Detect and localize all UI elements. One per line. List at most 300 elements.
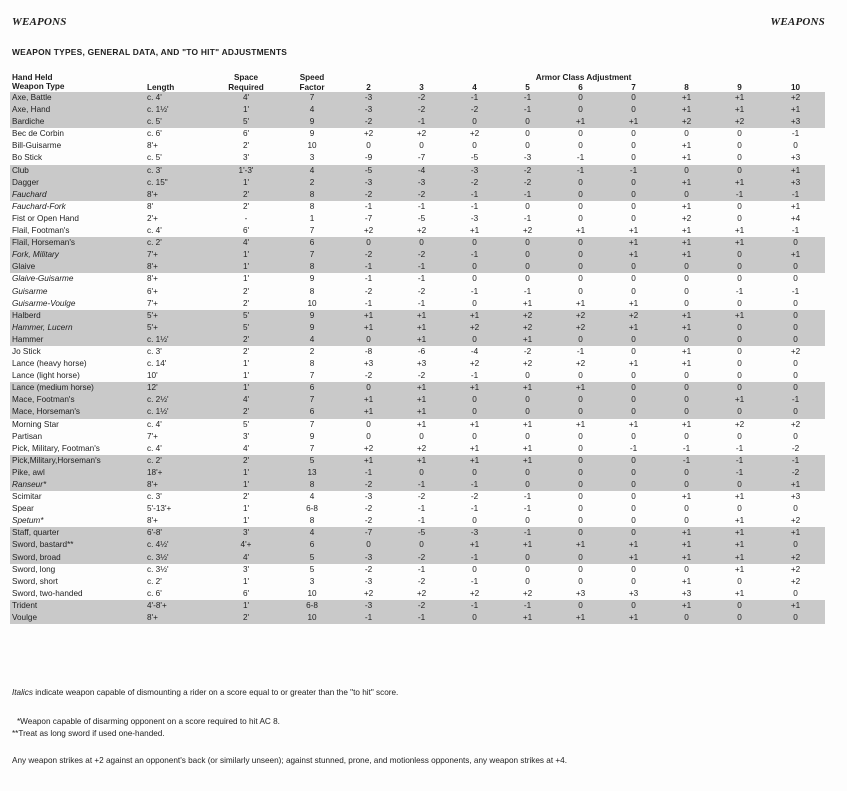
ac-adjustment: 0 (501, 552, 554, 564)
weapon-length: c. 2' (145, 237, 210, 249)
ac-adjustment: 0 (737, 346, 742, 356)
weapon-name: Ranseur* (10, 479, 145, 491)
ac-adjustment: 0 (631, 564, 636, 574)
ac-adjustment: +1 (766, 527, 825, 539)
ac-adjustment: -2 (395, 104, 448, 116)
ac-adjustment: -4 (470, 346, 479, 356)
ac-adjustment: 0 (631, 576, 636, 586)
table-row (10, 394, 825, 406)
table-row (10, 431, 825, 443)
ac-adjustment: 0 (660, 165, 713, 177)
ac-adjustment: +1 (607, 322, 660, 334)
running-header-left: WEAPONS (12, 16, 67, 28)
speed-factor: 2 (309, 346, 315, 356)
ac-adjustment: 0 (448, 334, 501, 346)
space-required: 1' (210, 600, 282, 612)
weapon-name: Fauchard-Fork (12, 201, 66, 211)
ac-adjustment: +1 (713, 310, 766, 322)
weapon-length: 6'+ (147, 286, 158, 296)
weapon-name: Scimitar (12, 492, 42, 502)
ac-adjustment: 0 (660, 382, 713, 394)
ac-adjustment: +1 (628, 298, 639, 308)
ac-adjustment: 0 (448, 394, 501, 406)
ac-adjustment: 0 (554, 261, 607, 273)
speed-factor: 6 (282, 237, 342, 249)
ac-adjustment: +1 (469, 419, 480, 429)
ac-adjustment: -1 (417, 201, 426, 211)
ac-adjustment: 0 (342, 237, 395, 249)
ac-adjustment: 0 (684, 564, 689, 574)
space-required: 1' (242, 359, 250, 369)
table-row (10, 588, 825, 600)
table-row (10, 455, 825, 467)
ac-adjustment: +1 (395, 334, 448, 346)
space-required: 3' (242, 431, 250, 441)
ac-adjustment: 0 (713, 382, 766, 394)
speed-factor: 4 (282, 334, 342, 346)
ac-adjustment: 0 (713, 612, 766, 624)
ac-adjustment: +3 (790, 153, 801, 163)
ac-adjustment: 0 (607, 394, 660, 406)
ac-adjustment: 0 (578, 431, 583, 441)
header-hand-held: Hand Held (12, 73, 53, 82)
space-required: 2' (210, 189, 282, 201)
ac-adjustment: 0 (448, 261, 501, 273)
header-speed: Speed (299, 73, 325, 82)
ac-adjustment: 0 (660, 261, 713, 273)
weapon-name: Lance (heavy horse) (12, 359, 87, 369)
speed-factor: 6 (282, 539, 342, 551)
weapon-length: 8'+ (147, 516, 158, 526)
ac-adjustment: -2 (417, 371, 426, 381)
weapon-name: Mace, Footman's (10, 394, 145, 406)
table-row (10, 552, 825, 564)
ac-adjustment: +1 (395, 455, 448, 467)
ac-adjustment: -2 (364, 371, 373, 381)
speed-factor: 13 (282, 467, 342, 479)
ac-adjustment: -3 (523, 153, 532, 163)
ac-adjustment: -1 (470, 504, 479, 514)
ac-adjustment: 0 (766, 539, 825, 551)
weapon-name: Spear (12, 504, 34, 514)
ac-adjustment: 0 (578, 492, 583, 502)
ac-adjustment: +1 (660, 177, 713, 189)
ac-adjustment: 0 (766, 310, 825, 322)
ac-adjustment: +1 (416, 419, 427, 429)
ac-adjustment: -3 (395, 177, 448, 189)
speed-factor: 5 (282, 552, 342, 564)
ac-adjustment: -2 (364, 504, 373, 514)
ac-adjustment: +2 (448, 322, 501, 334)
table-row (10, 165, 825, 177)
table-row (10, 467, 825, 479)
space-required: 3' (210, 527, 282, 539)
ac-adjustment: 0 (631, 492, 636, 502)
ac-adjustment: -2 (364, 286, 373, 296)
ac-adjustment: +1 (501, 455, 554, 467)
ac-adjustment: 0 (631, 141, 636, 151)
weapon-length: c. 5' (145, 116, 210, 128)
speed-factor: 10 (282, 612, 342, 624)
weapon-name: Bill-Guisarme (12, 141, 62, 151)
speed-factor: 8 (282, 479, 342, 491)
space-required: 5' (210, 322, 282, 334)
ac-adjustment: 0 (660, 467, 713, 479)
ac-adjustment: -6 (417, 346, 426, 356)
ac-adjustment: +1 (660, 552, 713, 564)
ac-adjustment: +1 (713, 552, 766, 564)
weapon-name: Fork, Military (10, 249, 145, 261)
ac-adjustment: +1 (448, 539, 501, 551)
ac-adjustment: -1 (448, 189, 501, 201)
ac-adjustment: -2 (342, 189, 395, 201)
weapon-length: c. 1½' (145, 104, 210, 116)
ac-adjustment: 0 (578, 286, 583, 296)
space-required: 1' (210, 261, 282, 273)
speed-factor: 8 (282, 261, 342, 273)
speed-factor: 8 (309, 201, 315, 211)
ac-adjustment: -1 (766, 455, 825, 467)
ac-adjustment: +1 (734, 564, 745, 574)
table-row (10, 213, 825, 225)
ac-adjustment: -1 (576, 153, 585, 163)
ac-adjustment: -1 (470, 371, 479, 381)
ac-adjustment: 0 (395, 467, 448, 479)
weapon-name: Halberd (10, 310, 145, 322)
space-required: 2' (242, 201, 250, 211)
weapon-name: Mace, Horseman's (10, 406, 145, 418)
ac-adjustment: 0 (366, 141, 371, 151)
ac-adjustment: -1 (364, 298, 373, 308)
ac-adjustment: -1 (501, 104, 554, 116)
speed-factor: 9 (309, 129, 315, 139)
ac-adjustment: -9 (364, 153, 373, 163)
ac-adjustment: -2 (766, 467, 825, 479)
ac-adjustment: -1 (629, 443, 638, 453)
table-title: WEAPON TYPES, GENERAL DATA, AND "TO HIT" ADJUSTMENTS (12, 47, 288, 57)
ac-adjustment: +1 (660, 310, 713, 322)
ac-adjustment: -2 (364, 564, 373, 574)
weapon-name: Pike, awl (10, 467, 145, 479)
ac-adjustment: 0 (766, 406, 825, 418)
ac-adjustment: -2 (395, 189, 448, 201)
ac-adjustment: -2 (501, 165, 554, 177)
ac-adjustment: +2 (607, 310, 660, 322)
ac-adjustment: 0 (631, 201, 636, 211)
weapon-name: Bardiche (10, 116, 145, 128)
ac-adjustment: 0 (660, 189, 713, 201)
ac-adjustment: +2 (554, 310, 607, 322)
speed-factor: 7 (282, 249, 342, 261)
ac-adjustment: -2 (342, 249, 395, 261)
header-factor: Factor (299, 83, 325, 92)
ac-adjustment: +2 (363, 588, 374, 598)
weapon-length: c. 4½' (145, 539, 210, 551)
ac-adjustment: 0 (501, 261, 554, 273)
space-required: 1' (210, 177, 282, 189)
ac-adjustment: +1 (575, 298, 586, 308)
ac-adjustment: 0 (631, 346, 636, 356)
ac-adjustment: 0 (607, 92, 660, 104)
ac-adjustment: 0 (793, 504, 798, 514)
ac-adjustment: -1 (395, 612, 448, 624)
ac-adjustment: 0 (766, 612, 825, 624)
ac-adjustment: -1 (417, 516, 426, 526)
ac-adjustment: +1 (790, 201, 801, 211)
ac-adjustment: 0 (684, 286, 689, 296)
table-row (10, 564, 825, 576)
ac-adjustment: +3 (363, 359, 374, 369)
speed-factor: 9 (309, 431, 315, 441)
ac-adjustment: 0 (448, 612, 501, 624)
ac-adjustment: 0 (525, 141, 530, 151)
weapon-length: 7'+ (147, 298, 158, 308)
ac-adjustment: +2 (469, 359, 480, 369)
ac-adjustment: +1 (713, 177, 766, 189)
space-required: 4'+ (210, 539, 282, 551)
ac-adjustment: 0 (793, 274, 798, 284)
ac-adjustment: -1 (607, 165, 660, 177)
ac-adjustment: -1 (766, 394, 825, 406)
space-required: 2' (210, 334, 282, 346)
space-required: 3' (242, 564, 250, 574)
ac-adjustment: -3 (342, 552, 395, 564)
ac-adjustment: -1 (470, 576, 479, 586)
ac-adjustment: 0 (501, 467, 554, 479)
speed-factor: 1 (309, 213, 315, 223)
ac-adjustment: -1 (791, 129, 800, 139)
speed-factor: 7 (309, 226, 315, 236)
ac-adjustment: 0 (793, 371, 798, 381)
ac-adjustment: +1 (575, 419, 586, 429)
ac-adjustment: +1 (766, 600, 825, 612)
space-required: 1' (242, 371, 250, 381)
ac-adjustment: 0 (554, 455, 607, 467)
space-required: 2' (210, 455, 282, 467)
weapon-length: 10' (147, 371, 158, 381)
table-row (10, 201, 825, 213)
ac-adjustment: +2 (416, 129, 427, 139)
ac-adjustment: 0 (793, 298, 798, 308)
table-row (10, 152, 825, 164)
ac-adjustment: -1 (448, 552, 501, 564)
ac-adjustment: 0 (501, 237, 554, 249)
ac-adjustment: +1 (713, 539, 766, 551)
ac-adjustment: 0 (578, 274, 583, 284)
weapon-length: c. 5' (147, 153, 162, 163)
ac-adjustment: 0 (472, 274, 477, 284)
ac-adjustment: 0 (525, 201, 530, 211)
ac-adjustment: +3 (416, 359, 427, 369)
weapon-name: Sword, long (12, 564, 56, 574)
space-required: 3' (242, 153, 250, 163)
ac-adjustment: 0 (578, 201, 583, 211)
table-row (10, 515, 825, 527)
ac-adjustment: +3 (766, 177, 825, 189)
header-ac-2: 2 (366, 83, 371, 92)
space-required: 5' (210, 116, 282, 128)
ac-adjustment: 0 (554, 237, 607, 249)
ac-adjustment: 0 (737, 141, 742, 151)
header-armor-class-adjustment: Armor Class Adjustment (535, 73, 632, 82)
ac-adjustment: 0 (554, 479, 607, 491)
ac-adjustment: +2 (363, 129, 374, 139)
ac-adjustment: -2 (470, 492, 479, 502)
weapon-name: Club (10, 165, 145, 177)
ac-adjustment: -3 (342, 600, 395, 612)
ac-adjustment: 0 (684, 129, 689, 139)
ac-adjustment: 0 (578, 576, 583, 586)
ac-adjustment: +1 (469, 443, 480, 453)
ac-adjustment: +2 (522, 359, 533, 369)
weapon-length: c. 3' (147, 346, 162, 356)
weapon-length: c. 2' (145, 455, 210, 467)
ac-adjustment: -2 (395, 92, 448, 104)
ac-adjustment: 0 (766, 322, 825, 334)
header-ac-7: 7 (631, 83, 636, 92)
header-length: Length (147, 83, 175, 92)
ac-adjustment: 0 (554, 92, 607, 104)
ac-adjustment: 0 (607, 261, 660, 273)
ac-adjustment: +1 (713, 104, 766, 116)
ac-adjustment: 0 (366, 431, 371, 441)
weapon-length: c. 1½' (145, 406, 210, 418)
ac-adjustment: +1 (734, 516, 745, 526)
weapon-length: 8'+ (145, 479, 210, 491)
italics-note (12, 688, 398, 697)
table-row (10, 140, 825, 152)
ac-adjustment: 0 (525, 274, 530, 284)
speed-factor: 3 (309, 576, 315, 586)
table-row (10, 406, 825, 418)
ac-adjustment: 0 (737, 129, 742, 139)
ac-adjustment: -3 (364, 576, 373, 586)
ac-adjustment: -3 (342, 92, 395, 104)
weapon-length: 8'+ (147, 141, 158, 151)
ac-adjustment: -2 (364, 516, 373, 526)
ac-adjustment: +1 (734, 492, 745, 502)
weapon-length: c. 2½' (145, 394, 210, 406)
ac-adjustment: 0 (631, 129, 636, 139)
italics-note-word: Italics (12, 688, 33, 697)
ac-adjustment: +1 (342, 394, 395, 406)
ac-adjustment: +4 (790, 213, 801, 223)
weapon-length: c. 4' (147, 419, 162, 429)
ac-adjustment: -7 (342, 527, 395, 539)
ac-adjustment: +1 (681, 153, 692, 163)
ac-adjustment: +1 (469, 226, 480, 236)
ac-adjustment: +1 (660, 249, 713, 261)
speed-factor: 7 (282, 394, 342, 406)
ac-adjustment: +2 (554, 322, 607, 334)
ac-adjustment: +2 (660, 116, 713, 128)
ac-adjustment: +1 (607, 116, 660, 128)
ac-adjustment: +1 (681, 576, 692, 586)
ac-adjustment: 0 (554, 552, 607, 564)
header-ac-4: 4 (472, 83, 477, 92)
ac-adjustment: +1 (342, 322, 395, 334)
ac-adjustment: 0 (713, 406, 766, 418)
ac-adjustment: 0 (631, 516, 636, 526)
ac-adjustment: 0 (366, 419, 371, 429)
ac-adjustment: 0 (501, 394, 554, 406)
ac-adjustment: -1 (523, 286, 532, 296)
ac-adjustment: +1 (342, 310, 395, 322)
weapon-length: 5'+ (145, 310, 210, 322)
space-required: 1' (242, 504, 250, 514)
ac-adjustment: 0 (607, 406, 660, 418)
weapons-table (10, 73, 825, 624)
ac-adjustment: -1 (448, 92, 501, 104)
weapon-name: Staff, quarter (10, 527, 145, 539)
speed-factor: 6-8 (282, 600, 342, 612)
table-row (10, 503, 825, 515)
table-row (10, 225, 825, 237)
ac-adjustment: 0 (631, 431, 636, 441)
table-row (10, 92, 825, 104)
ac-adjustment: 0 (419, 141, 424, 151)
ac-adjustment: +1 (660, 104, 713, 116)
ac-adjustment: -2 (342, 116, 395, 128)
ac-adjustment: +1 (607, 552, 660, 564)
table-row (10, 128, 825, 140)
ac-adjustment: 0 (684, 274, 689, 284)
weapon-name: Glaive-Guisarme (12, 274, 74, 284)
ac-adjustment: -2 (523, 346, 532, 356)
weapon-length: c. 3' (145, 165, 210, 177)
ac-adjustment: +1 (628, 359, 639, 369)
speed-factor: 4 (282, 527, 342, 539)
weapon-length: 7'+ (147, 431, 158, 441)
ac-adjustment: +1 (681, 141, 692, 151)
ac-adjustment: 0 (737, 201, 742, 211)
weapon-name: Flail, Footman's (12, 226, 70, 236)
header-weapon-type: Weapon Type (12, 82, 65, 91)
ac-adjustment: +2 (790, 576, 801, 586)
ac-adjustment: -3 (448, 165, 501, 177)
ac-adjustment: +1 (395, 382, 448, 394)
weapon-length: 18'+ (145, 467, 210, 479)
ac-adjustment: +2 (522, 226, 533, 236)
ac-adjustment: -3 (470, 213, 479, 223)
ac-adjustment: -1 (713, 467, 766, 479)
ac-adjustment: 0 (578, 129, 583, 139)
ac-adjustment: +1 (766, 249, 825, 261)
ac-adjustment: 0 (793, 588, 798, 598)
ac-adjustment: 0 (525, 371, 530, 381)
ac-adjustment: +1 (501, 334, 554, 346)
ac-adjustment: -8 (364, 346, 373, 356)
ac-adjustment: 0 (713, 322, 766, 334)
weapon-length: 8'+ (145, 612, 210, 624)
speed-factor: 3 (309, 153, 315, 163)
space-required: 2' (242, 286, 250, 296)
weapon-length: 8'+ (147, 274, 158, 284)
ac-adjustment: +2 (416, 443, 427, 453)
header-required: Required (228, 83, 264, 92)
ac-adjustment: +1 (522, 443, 533, 453)
table-row (10, 527, 825, 539)
ac-adjustment: +1 (660, 539, 713, 551)
ac-adjustment: 0 (554, 189, 607, 201)
ac-adjustment: 0 (737, 371, 742, 381)
ac-adjustment: -1 (417, 564, 426, 574)
ac-adjustment: 0 (631, 286, 636, 296)
table-row (10, 600, 825, 612)
table-row (10, 479, 825, 491)
speed-factor: 8 (309, 359, 315, 369)
ac-adjustment: 0 (684, 371, 689, 381)
